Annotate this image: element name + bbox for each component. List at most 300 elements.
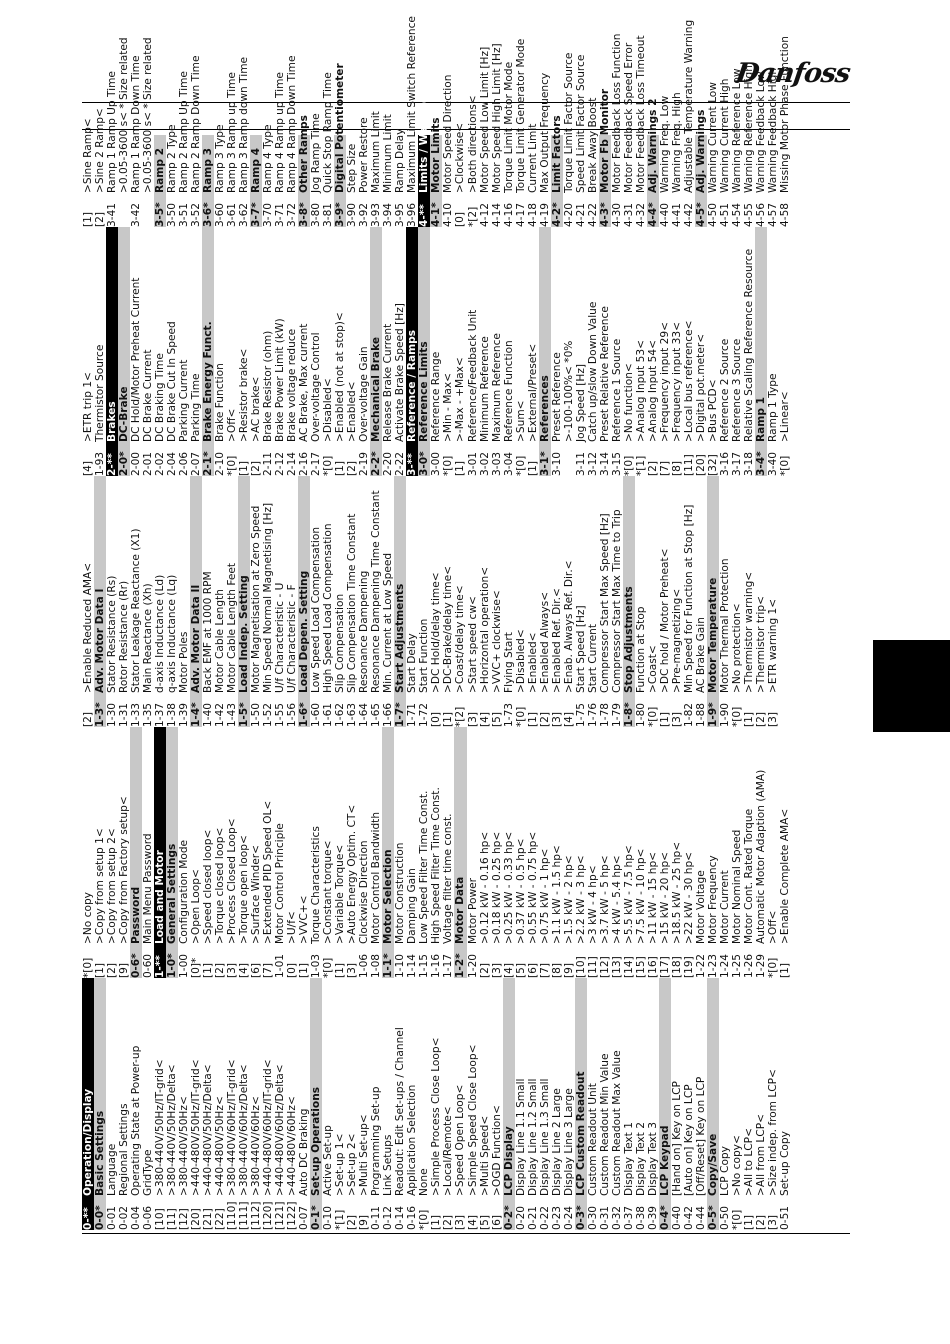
parameter-label: Torque Limit Motor Mode [502,61,515,193]
parameter-code: 0-30 [586,1205,599,1230]
parameter-label: Stop Adjustments [622,586,635,693]
parameter-code: 4-19 [538,202,551,227]
parameter-label: >0.18 kW - 0.25 hp< [490,831,503,944]
parameter-row [310,227,322,476]
parameter-code: [1] [238,460,251,476]
parameter-code: [17] [658,956,671,978]
parameter-group-header [166,727,178,978]
parameter-row [491,227,503,476]
parameter-label: >Local bus reference< [682,320,695,442]
parameter-code: 3-7* [250,202,263,227]
parameter-row [467,476,479,727]
parameter-code: 3-61 [226,202,239,227]
parameter-code: 3-5* [154,202,167,227]
parameter-code: [8] [550,962,563,978]
parameter-row [370,111,383,227]
parameter-label: Motor Speed Direction [442,74,455,193]
parameter-row [502,61,515,227]
parameter-code: 0-38 [634,1205,647,1230]
parameter-label: Parking Time [190,373,203,442]
parameter-code: 4-56 [754,202,767,227]
parameter-code: *[0] [514,455,527,476]
parameter-code: 3-02 [478,451,491,476]
parameter-label: Load and Motor [154,850,167,944]
parameter-label: Warning Current High [718,78,731,193]
parameter-label: Display Line 2 Large [550,1088,563,1196]
parameter-row [262,978,274,1230]
parameter-code: 3-04 [502,451,515,476]
parameter-code: [0] [454,211,467,227]
parameter-code: 0-06 [142,1205,155,1230]
parameter-row [490,43,503,227]
parameter-label: Ramp 1 [754,397,767,442]
parameter-label: >380-440V/60Hz/IT-grid< [226,1059,239,1196]
parameter-row [394,128,407,227]
parameter-code: 3-94 [382,202,395,227]
parameter-row [599,727,611,978]
parameter-row [382,227,394,476]
parameter-row [250,727,262,978]
parameter-code: 1-62 [334,702,347,727]
parameter-label: Warning Feedback High [766,67,779,193]
parameter-row [670,92,683,227]
parameter-row [166,227,178,476]
parameter-column [82,476,779,727]
parameter-code: 3-72 [286,202,299,227]
parameter-row [154,978,166,1230]
parameter-code: [111] [238,1201,251,1230]
parameter-code: 1-88 [694,702,707,727]
parameter-label: >Simple Speed Close Loop< [466,1044,479,1196]
parameter-code: 3-42 [130,202,143,227]
parameter-label: Brake voltage reduce [286,328,299,442]
parameter-row [346,978,358,1230]
parameter-row [731,476,743,727]
parameter-row [695,476,707,727]
parameter-code: [1] [82,211,94,227]
parameter-code: 1-56 [286,702,299,727]
parameter-row [695,227,707,476]
parameter-code: 1-42 [214,702,227,727]
parameter-code: 0-50 [718,1205,731,1230]
parameter-label: Current Limit [526,123,539,193]
parameter-row [418,727,430,978]
parameter-code: 1-50 [250,702,263,727]
parameter-label: Mechanical Brake [370,336,383,442]
parameter-code: 1-43 [226,702,239,727]
parameter-code: 0-4* [658,1205,671,1230]
parameter-group-header [550,115,563,227]
parameter-code: 0-3* [574,1205,587,1230]
parameter-row [430,227,442,476]
parameter-row [611,727,623,978]
parameter-label: >15 kW - 20 hp< [658,851,671,944]
parameter-row [394,727,406,978]
parameter-code: 1-63 [346,702,359,727]
parameter-code: 4-2* [550,202,563,227]
parameter-code: 0-21 [526,1205,539,1230]
parameter-code: [2] [94,211,107,227]
parameter-code: 1-38 [166,702,179,727]
parameter-row [671,727,683,978]
parameter-label: Motor Temperature [706,577,719,693]
parameter-row [394,227,406,476]
parameter-label: Start Current [586,623,599,693]
parameter-code: 4-31 [622,202,635,227]
parameter-group-header [94,476,106,727]
parameter-label: >Multi Speed< [478,1115,491,1196]
parameter-code: 2-2* [370,451,383,476]
parameter-row [563,727,575,978]
parameter-label: >All to LCP< [742,1128,755,1196]
parameter-code: 4-55 [742,202,755,227]
parameter-row [190,55,203,227]
parameter-row [106,978,118,1230]
parameter-row [479,978,491,1230]
parameter-code: [2] [82,711,94,727]
parameter-group-header [190,476,202,727]
parameter-row [142,37,155,227]
parameter-group-header [454,727,466,978]
parameter-label: >Simple Process Close Loop< [430,1037,443,1196]
parameter-code: 3-1* [538,451,551,476]
parameter-label: >Resistor brake< [238,348,251,442]
parameter-row [130,476,142,727]
parameter-row [346,227,358,476]
parameter-code: 3-70 [262,202,275,227]
parameter-row [647,227,659,476]
parameter-label: >VVC+< [298,895,311,944]
parameter-code: [9] [562,962,575,978]
parameter-row [719,978,731,1230]
parameter-label: >Enable Reduced AMA< [82,562,94,693]
parameter-label: [Off/Reset] Key on LCP [694,1076,707,1196]
parameter-row [515,727,527,978]
parameter-row [659,476,671,727]
parameter-label: >18.5 kW - 25 hp< [670,841,683,944]
parameter-label: >-Max - +Max< [454,357,467,442]
parameter-code: 3-8* [298,202,311,227]
parameter-code: 3-50 [166,202,179,227]
parameter-code: 1-26 [742,953,755,978]
parameter-label: Start Function [418,618,431,693]
parameter-label: >4 kW - 5.4 hp< [610,855,623,944]
parameter-label: Motor Cable Length [214,589,227,693]
parameter-label: >OGD Function< [490,1105,503,1196]
parameter-code: [1] [442,711,455,727]
parameter-label: >No copy [82,892,94,944]
parameter-code: 2-12 [274,451,287,476]
parameter-code: 0-11 [370,1205,383,1230]
parameter-label: >11 kW - 15 hp< [646,851,659,944]
parameter-code: *[0] [730,1209,743,1230]
parameter-label: >Off< [766,910,779,944]
parameter-code: 0-31 [598,1205,611,1230]
parameter-code: [7] [538,962,551,978]
parameter-row [527,227,539,476]
parameter-row [659,727,671,978]
parameter-label: >440-480V/50Hz/IT-grid< [190,1059,203,1196]
parameter-label: Reference/Feedback Unit [466,309,479,442]
parameter-code: 3-0* [418,451,431,476]
parameter-label: Main Menu Password [142,833,155,944]
parameter-row [310,476,322,727]
parameter-code: 3-71 [274,202,287,227]
parameter-row [238,56,251,227]
parameter-row [503,227,515,476]
parameter-row [214,124,227,227]
parameter-label: [Hand on] Key on LCP [670,1081,683,1196]
parameter-label: >Variable Torque< [334,844,347,944]
parameter-group-header [310,978,322,1230]
parameter-label: Relative Scaling Reference Resource [742,248,755,442]
parameter-row [599,476,611,727]
parameter-label: Brake Power Limit (kW) [274,318,287,442]
parameter-code: [19] [682,956,695,978]
parameter-code: 0-01 [106,1205,119,1230]
parameter-label: Language [106,1143,119,1196]
parameter-code: 3-92 [358,202,371,227]
parameter-code: 4-3* [598,202,611,227]
parameter-code: 1-60 [310,702,323,727]
parameter-row [82,227,94,476]
parameter-label: >0.37 kW - 0.5 hp< [514,838,527,944]
parameter-code: 0-14 [394,1205,407,1230]
parameter-label: Display Line 3 Large [562,1088,575,1196]
parameter-row [586,97,599,227]
parameter-row [551,227,563,476]
parameter-label: Compressor Start Max Time to Trip [610,509,623,693]
parameter-code: 1-6* [298,702,311,727]
parameter-label: Low Speed Load Compensation [310,526,323,693]
parameter-code: 1-73 [502,702,515,727]
parameter-row [491,727,503,978]
parameter-code: [8] [670,460,683,476]
parameter-label: DC Braking Time [154,353,167,442]
parameter-label: >0.55 kW - 0.75 hp< [526,831,539,944]
parameter-row [683,227,695,476]
parameter-code: 0-1* [310,1205,323,1230]
parameter-row [334,727,346,978]
parameter-label: Warning Feedback Low [754,71,767,193]
parameter-row [166,476,178,727]
parameter-code: 0-6* [130,953,143,978]
parameter-code: [6] [250,962,263,978]
parameter-row [178,476,190,727]
parameter-label: >Surface Winder< [250,845,263,944]
parameter-label: Rotor Resistance (Rr) [118,580,131,693]
parameter-row [611,476,623,727]
parameter-code: [11] [586,956,599,978]
parameter-code: 0-60 [142,953,155,978]
parameter-label: Load Indep. Setting [238,575,251,693]
parameter-label: Programming Set-up [370,1086,383,1196]
parameter-code: 0-39 [646,1205,659,1230]
parameter-code: 0-07 [298,1205,311,1230]
parameter-row [274,727,286,978]
parameter-code: 1-30 [106,702,119,727]
parameter-row [346,727,358,978]
parameter-code: [3] [766,1214,779,1230]
parameter-code: 3-16 [718,451,731,476]
parameter-label: Ramp 3 [202,148,215,193]
parameter-code: 3-40 [766,451,779,476]
parameter-row [370,476,382,727]
parameter-code: *[1] [334,1209,347,1230]
parameter-label: d-axis Inductance (Ld) [154,574,167,693]
parameter-label: Preset Relative Reference [598,306,611,442]
parameter-row [454,227,466,476]
parameter-group-header [707,476,719,727]
parameter-row [671,227,683,476]
parameter-code: [14] [622,956,635,978]
parameter-label: Ramp 4 Ramp Down Time [286,55,299,193]
parameter-label: Maximum Reference [490,333,503,442]
parameter-row [611,978,623,1230]
parameter-code: 2-19 [358,451,371,476]
parameter-code: 1-40 [202,702,215,727]
parameter-code: [3] [226,962,239,978]
parameter-code: [11] [682,454,695,476]
parameter-label: Active Set-up [322,1125,335,1196]
parameter-code: 1-65 [370,702,383,727]
parameter-code: [4] [562,711,575,727]
parameter-label: Other Ramps [298,115,311,193]
parameter-code: 1-00 [178,953,191,978]
parameter-label: Max Output Frequency [538,72,551,193]
parameter-row [707,727,719,978]
parameter-row [551,978,563,1230]
parameter-label: Set-up Operations [310,1086,323,1196]
parameter-code: *[1] [634,455,647,476]
parameter-row [262,727,274,978]
parameter-code: 2-04 [166,451,179,476]
parameter-code: [6] [526,962,539,978]
parameter-row [491,978,503,1230]
parameter-label: References [538,375,551,442]
parameter-code: *[0] [778,455,791,476]
parameter-label: Motor Fb Monitor [598,88,611,193]
parameter-label: Motor Limits [430,117,443,193]
parameter-code: 3-62 [238,202,251,227]
parameter-label: q-axis Inductance (Lq) [166,574,179,693]
parameter-row [382,978,394,1230]
parameter-code: 3-52 [190,202,203,227]
parameter-label: >1.5 kW - 2 hp< [562,855,575,944]
parameter-label: Missing Motor Phase Function [778,36,791,193]
parameter-group-header [202,135,214,227]
parameter-code: 4-14 [490,202,503,227]
parameter-label: High Speed Filter Time Const. [430,787,443,944]
parameter-row [214,227,226,476]
parameter-code: [32] [706,454,719,476]
parameter-label: >Frequency input 29< [658,322,671,442]
parameter-row [214,476,226,727]
parameter-code: *[0] [322,455,335,476]
parameter-label: >Enab. Always Ref. Dir.< [562,560,575,693]
parameter-row [322,476,334,727]
parameter-label: U/f Characteristic - F [286,584,299,693]
parameter-code: [11] [166,1208,179,1230]
parameter-row [767,978,779,1230]
parameter-code: 0-04 [130,1205,143,1230]
parameter-code: 3-15 [610,451,623,476]
parameter-label: Min Speed for Function at Stop [Hz] [682,504,695,693]
parameter-code: [18] [670,956,683,978]
parameter-row [298,727,310,978]
parameter-row [539,978,551,1230]
parameter-label: Ramp 1 Ramp Down Time [130,55,143,193]
parameter-row [346,135,358,227]
parameter-row [226,476,238,727]
parameter-label: Slip Compensation Time Constant [346,513,359,693]
parameter-row [370,978,382,1230]
parameter-code: [12] [178,1208,191,1230]
parameter-label: >Auto Energy Optim. CT< [346,804,359,944]
parameter-code: 0-24 [562,1205,575,1230]
parameter-row [118,37,131,227]
parameter-row [454,122,467,227]
parameter-row [743,227,755,476]
parameter-label: Link Setups [382,1134,395,1196]
parameter-code: 1-55 [274,702,287,727]
parameter-label: >Disabled< [322,378,335,442]
parameter-label: Motor Feedback Loss Function [610,33,623,193]
parameter-group-header [82,978,94,1230]
parameter-code: [1] [202,962,215,978]
parameter-code: 1-24 [718,953,731,978]
parameter-code: 1-25 [730,953,743,978]
parameter-code: [0] [430,711,443,727]
parameter-label: >Size indep. from LCP< [766,1069,779,1196]
parameter-row [538,72,551,227]
parameter-code: [9] [358,1214,371,1230]
parameter-row [94,108,107,227]
parameter-label: Display Text 2 [634,1122,647,1196]
parameter-label: >3 kW - 4 hp< [586,865,599,944]
parameter-row [527,476,539,727]
parameter-label: >380-440V/60Hz/Delta< [238,1064,251,1196]
parameter-code: *[0] [646,706,659,727]
parameter-code: [20] [694,454,707,476]
parameter-code: [7] [658,460,671,476]
parameter-code: [4] [502,962,515,978]
parameter-row [515,476,527,727]
parameter-code: 3-95 [394,202,407,227]
parameter-row [551,476,563,727]
parameter-code: 1-35 [142,702,155,727]
parameter-code: 2-01 [142,451,155,476]
parameter-label: >380-440V/50Hz/IT-grid< [154,1059,167,1196]
parameter-label: >DC Hold/delay time< [430,572,443,693]
parameter-code: [15] [634,956,647,978]
parameter-label: >Analog Input 53< [634,339,647,442]
parameter-row [406,727,418,978]
parameter-label: Limits / Warnings [418,89,431,193]
parameter-row [479,476,491,727]
parameter-code: 3-9* [334,202,347,227]
parameter-label: Low Speed Filter Time Const. [418,790,431,944]
parameter-code: [2] [346,1214,359,1230]
parameter-row [358,727,370,978]
parameter-label: Reference / Ramps [406,329,419,442]
parameter-code: 1-31 [118,702,131,727]
parameter-code: [112] [250,1201,263,1230]
parameter-label: Torque Limit Generator Mode [514,38,527,193]
parameter-label: Ramp 2 Ramp Down Time [190,55,203,193]
parameter-label: None [418,1168,431,1196]
parameter-row [202,978,214,1230]
